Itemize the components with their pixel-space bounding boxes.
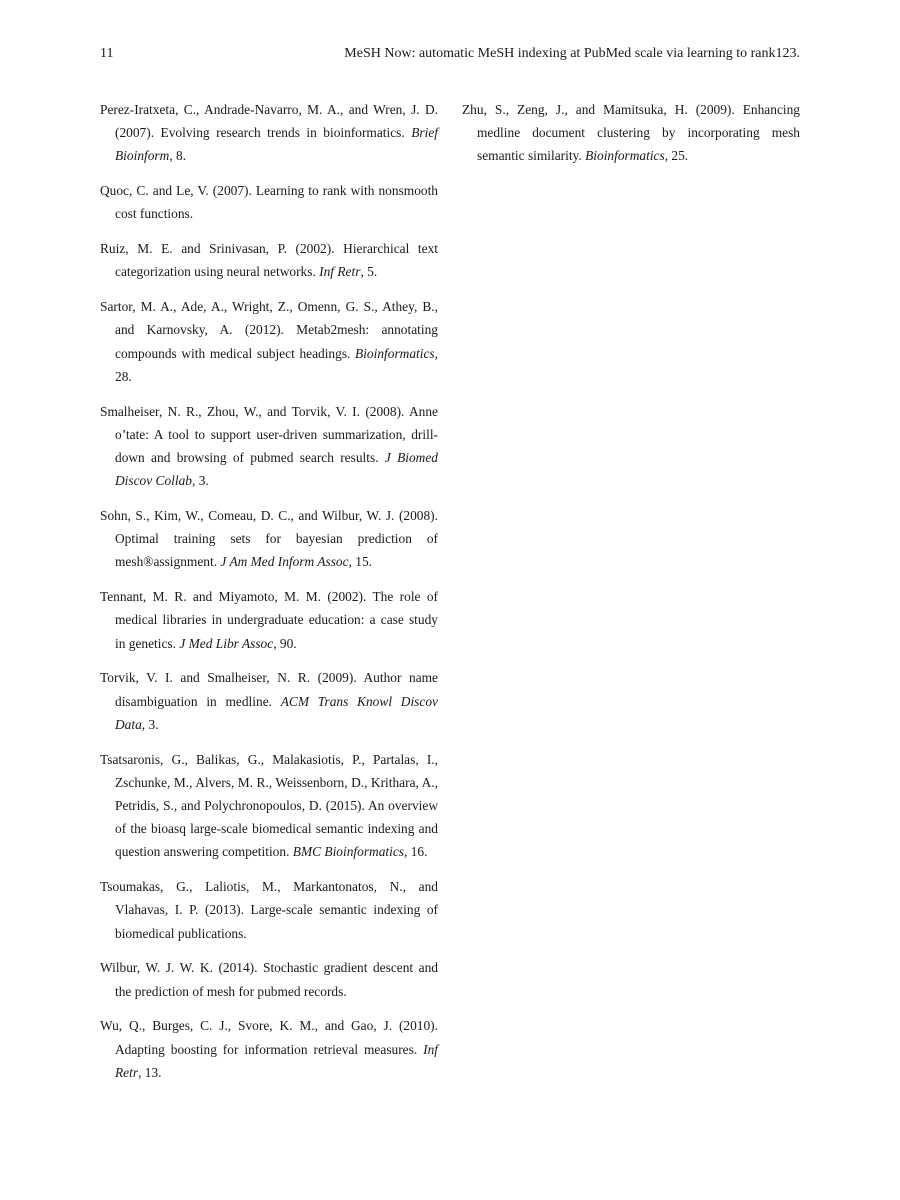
reference-entry xyxy=(100,666,438,736)
reference-journal: J Med Libr Assoc xyxy=(179,635,274,651)
reference-journal: Inf Retr xyxy=(115,1041,438,1080)
reference-text: Tsoumakas, G., Laliotis, M., Markantonatos, N., and Vlahavas, I. P. (2013). Large-scale semantic indexing of biomedical publications. xyxy=(100,879,438,941)
reference-volume: , 13. xyxy=(138,1064,162,1080)
reference-text: Quoc, C. and Le, V. (2007). Learning to rank with nonsmooth cost functions. xyxy=(100,183,438,222)
reference-entry xyxy=(100,956,438,1002)
reference-journal: J Biomed Discov Collab xyxy=(115,450,438,489)
reference-volume: , 16. xyxy=(404,844,428,860)
reference-text: Wu, Q., Burges, C. J., Svore, K. M., and Gao, J. (2010). Adapting boosting for information retrieval measures. xyxy=(100,1018,438,1057)
reference-entry xyxy=(100,748,438,864)
reference-entry xyxy=(100,295,438,388)
page-header xyxy=(100,46,800,66)
reference-text: Wilbur, W. J. W. K. (2014). Stochastic gradient descent and the prediction of mesh for pubmed records. xyxy=(100,960,438,999)
reference-entry xyxy=(100,98,438,168)
reference-volume: , 15. xyxy=(348,554,373,570)
reference-entry xyxy=(100,400,438,493)
reference-volume: , 3. xyxy=(141,716,159,732)
reference-entry xyxy=(100,504,438,574)
reference-text: Tennant, M. R. and Miyamoto, M. M. (2002). The role of medical libraries in undergraduate education: a case study in genetics. xyxy=(100,589,438,651)
reference-text: Torvik, V. I. and Smalheiser, N. R. (2009). Author name disambiguation in medline. xyxy=(100,670,438,709)
reference-text: Sohn, S., Kim, W., Comeau, D. C., and Wilbur, W. J. (2008). Optimal training sets for bayesian prediction of mesh®assignment. xyxy=(100,508,438,570)
reference-journal: ACM Trans Knowl Discov Data xyxy=(115,693,438,732)
reference-entry xyxy=(462,98,800,168)
page-number: 11 xyxy=(100,46,114,61)
reference-volume: , 3. xyxy=(192,473,209,489)
reference-volume: , 8. xyxy=(169,148,187,164)
reference-text: Zhu, S., Zeng, J., and Mamitsuka, H. (2009). Enhancing medline document clustering by incorporating mesh semantic similarity. xyxy=(462,102,800,164)
reference-text: Perez-Iratxeta, C., Andrade-Navarro, M. A., and Wren, J. D. (2007). Evolving research trends in bioinformatics. xyxy=(100,102,438,141)
reference-journal: J Am Med Inform Assoc xyxy=(220,554,349,570)
running-title: MeSH Now: automatic MeSH indexing at PubMed scale via learning to rank123. xyxy=(344,46,800,61)
references-column-right xyxy=(462,98,800,179)
reference-journal: Bioinformatics xyxy=(355,345,435,361)
reference-volume: , 25. xyxy=(664,148,689,164)
reference-entry xyxy=(100,585,438,655)
reference-text: Sartor, M. A., Ade, A., Wright, Z., Omenn, G. S., Athey, B., and Karnovsky, A. (2012). Metab2mesh: annotating compounds with medical subject headings. xyxy=(100,299,438,361)
reference-text: Tsatsaronis, G., Balikas, G., Malakasiotis, P., Partalas, I., Zschunke, M., Alvers, M. R., Weissenborn, D., Krithara, A., Petridis, S., and Polychronopoulos, D. (2015). An overview of the bioasq large-scale biomedical semantic indexing and question answering competition. xyxy=(100,751,438,860)
reference-entry xyxy=(100,875,438,945)
reference-journal: Brief Bioinform xyxy=(115,125,438,164)
reference-entry xyxy=(100,237,438,283)
reference-volume: , 90. xyxy=(273,635,297,651)
reference-journal: BMC Bioinformatics xyxy=(292,844,404,860)
references-column-left xyxy=(100,98,438,1096)
reference-text: Ruiz, M. E. and Srinivasan, P. (2002). Hierarchical text categorization using neural networks. xyxy=(100,241,438,280)
reference-journal: Inf Retr xyxy=(319,264,361,280)
reference-volume: , 28. xyxy=(115,345,438,384)
reference-volume: , 5. xyxy=(360,264,378,280)
reference-entry xyxy=(100,1014,438,1084)
reference-journal: Bioinformatics xyxy=(585,148,665,164)
reference-text: Smalheiser, N. R., Zhou, W., and Torvik, V. I. (2008). Anne o’tate: A tool to support user-driven summarization, drill-down and browsing of pubmed search results. xyxy=(100,403,438,466)
reference-entry xyxy=(100,179,438,225)
